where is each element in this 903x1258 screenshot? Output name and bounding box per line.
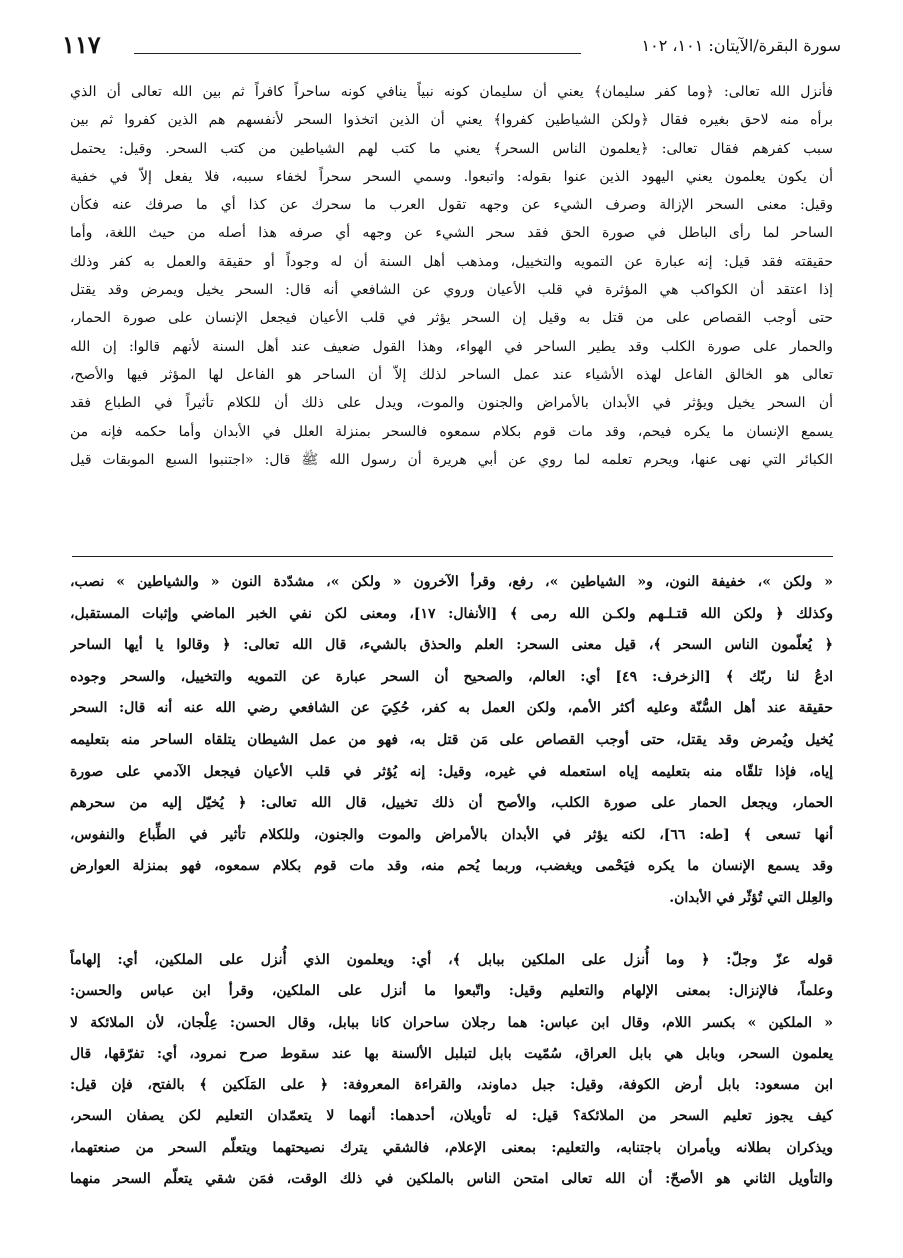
commentary-line: ادعُ لنا ربّك ﴾ [الزخرف: ٤٩] أي: العالم، والصحيح أن السحر عبارة عن التمويه والتخييل، والسحر وجوده: [70, 668, 833, 685]
running-title: سورة البقرة/الآيتان: ١٠١، ١٠٢: [641, 36, 841, 55]
commentary-line: « ولكن »، خفيفة النون، و« الشياطين »، رفع، وقرأ الآخرون « ولكن »، مشدّدة النون « والشياطين » نصب،: [70, 574, 833, 590]
text-line: تعالى هو الخالق الفاعل لهذه الأشياء عند عمل الساحر لذلك إلاّ أن الساحر هو الفاعل لها المؤثر فيها والأصح،: [70, 366, 833, 383]
text-line: سبب كفرهم فقال تعالى: ﴿يعلمون الناس السحر﴾ يعني ما كتب لهم الشياطين من كتب السحر. وقيل: يحتمل: [70, 140, 833, 157]
text-line: يسمع الإنسان ما يكره فيحم، وقد مات قوم بكلام سمعوه فالسحر بمنزلة العلل في الأبدان وأما حكمه فإنه من: [70, 423, 833, 440]
commentary-line: وعلماً، فالإنزال: بمعنى الإلهام والتعليم وقيل: واتّبعوا ما أنزل على الملكين، وقرأ ابن عباس والحسن:: [70, 983, 833, 1000]
text-line: حقيقته فقد قيل: إنه عبارة عن التمويه والتخييل، ومذهب أهل السنة أن له وجوداً أو حقيقة والعمل به كفر وذلك: [70, 253, 833, 270]
commentary-line: ابن مسعود: بابل أرض الكوفة، وقيل: جبل دماوند، والقراءة المعروفة: ﴿ على المَلَكين ﴾ بالفتح، فإن قيل:: [70, 1077, 833, 1094]
commentary-line: ﴿ يُعلّمون الناس السحر ﴾، قيل معنى السحر: العلم والحذق بالشيء، قال الله تعالى: ﴿ وقالوا يا أيها الساحر: [70, 637, 833, 654]
text-line: برأه منه لاحق بغيره فقال ﴿ولكن الشياطين كفروا﴾ يعني أن الذين اتخذوا السحر لأنفسهم هم الذين كفروا ثم بين: [70, 112, 833, 129]
text-line: أن يكون يعلمون يعني اليهود الذين عنوا بقوله: واتبعوا. وسمي السحر سحراً لخفاء سببه، فلا يفعل إلاّ في خفية: [70, 168, 833, 185]
commentary-line: حقيقة عند أهل السُّنّة وعليه أكثر الأمم، ولكن العمل به كفر، حُكِيَ عن الشافعي رضي الله عنه أنه قال: السحر: [70, 700, 833, 717]
commentary-line: وكذلك ﴿ ولكن الله قتـلـهم ولكـن الله رمى ﴾ [الأنفال: ١٧]، ومعنى لكن نفي الخبر الماضي وإثبات المستقبل،: [70, 605, 833, 622]
section-divider: [72, 556, 833, 557]
page-number: ١١٧: [62, 30, 101, 59]
commentary-block-1: [70, 567, 833, 915]
commentary-line: الحمار، ويجعل الحمار على صورة الكلب، والأصح أن ذلك تخييل، قال الله تعالى: ﴿ يُخيّل إليه من سحرهم: [70, 795, 833, 812]
commentary-block-2: [70, 945, 833, 1195]
text-line: الساحر لما رأى الباطل في صورة الحق فقد سحر الشيء عن وجهه أي صرفه هذا أصله من حيث اللغة، وأما: [70, 225, 833, 242]
commentary-line: وقد يسمع الإنسان ما يكره فيَحْمى ويغضب، وربما يُحم منه، وقد مات قوم بكلام سمعوه، فهو بمنزلة العوارض: [70, 858, 833, 875]
text-line: حتى أوجب القصاص على من قتل به وقيل إن السحر يؤثر في قلب الأعيان فيجعل الإنسان على صورة الحمار،: [70, 310, 833, 327]
text-line: الكبائر التي نهى عنها، ويحرم تعلمه لما روي عن أبي هريرة أن رسول الله ﷺ قال: «اجتنبوا السبع الموبقات قيل: [70, 451, 833, 468]
commentary-line: يعلمون السحر، وبابل هي بابل العراق، سُمّيت بابل لتبلبل الألسنة بها عند سقوط صرح نمرود، أي: تفرّقها، قال: [70, 1045, 833, 1062]
commentary-line: يُخيل ويُمرض وقد يقتل، حتى أوجب القصاص على مَن قتل به، فهو من عمل الشيطان يتلقاه الساحر منه بتعليمه: [70, 731, 833, 748]
header-rule: [134, 53, 581, 54]
text-line: فأنزل الله تعالى: ﴿وما كفر سليمان﴾ يعني أن سليمان كونه نبياً ينافي كونه ساحراً كافراً ثم بين الله تعالى أن الذي: [70, 84, 833, 100]
text-line: إذا اعتقد أن الكواكب هي المؤثرة في قلب الأعيان وروي عن الشافعي أنه قال: السحر يخيل ويمرض وقد يقتل: [70, 282, 833, 299]
page-header: [62, 30, 841, 64]
commentary-line: والتأويل الثاني هو الأصحّ: أن الله تعالى امتحن الناس بالملكين في ذلك الوقت، فمَن شقي يتعلّم السحر منهما: [70, 1171, 833, 1188]
commentary-line: إياه، فإذا تلقّاه منه بتعليمه إياه استعمله في غيره، وقيل: إنه يُؤثر في قلب الأعيان فيجعل الآدمي على صورة: [70, 763, 833, 780]
main-text: [70, 78, 833, 474]
commentary-line: قوله عزّ وجلّ: ﴿ وما أُنزل على الملكين ببابل ﴾، أي: ويعلمون الذي أُنزل على الملكين، أي: إلهاماً: [70, 952, 833, 968]
commentary-line: « الملكين » بكسر اللام، وقال ابن عباس: هما رجلان ساحران كانا ببابل، وقال الحسن: عِلْجان، لأن الملائكة لا: [70, 1014, 833, 1031]
text-line: والحمار على صورة الكلب وقد يطير الساحر في الهواء، وهذا القول ضعيف عند أهل السنة لأنهم قالوا: إن الله: [70, 338, 833, 355]
commentary-line: والعِلل التي تُؤثّر في الأبدان.: [669, 889, 833, 906]
text-line: وقيل: معنى السحر الإزالة وصرف الشيء عن وجهه تقول العرب ما سحرك عن كذا أي ما صرفك عنه فكأن: [70, 197, 833, 214]
commentary-line: كيف يجوز تعليم السحر من الملائكة؟ قيل: له تأويلان، أحدهما: أنهما لا يتعمّدان التعليم لكن يصفان السحر،: [70, 1108, 833, 1125]
commentary-line: ويذكران بطلانه ويأمران باجتنابه، والتعليم: بمعنى الإعلام، فالشقي يترك نصيحتهما ويتعلّم السحر من صنعتهما،: [70, 1139, 833, 1156]
commentary-line: أنها تسعى ﴾ [طه: ٦٦]، لكنه يؤثر في الأبدان بالأمراض والموت والجنون، وللكلام تأثير في الطِّباع والنفوس،: [70, 826, 833, 843]
text-line: أن السحر يخيل ويؤثر في الأبدان بالأمراض والجنون والموت، ويدل على ذلك أن للكلام تأثيراً في الطباع فقد: [70, 395, 833, 412]
